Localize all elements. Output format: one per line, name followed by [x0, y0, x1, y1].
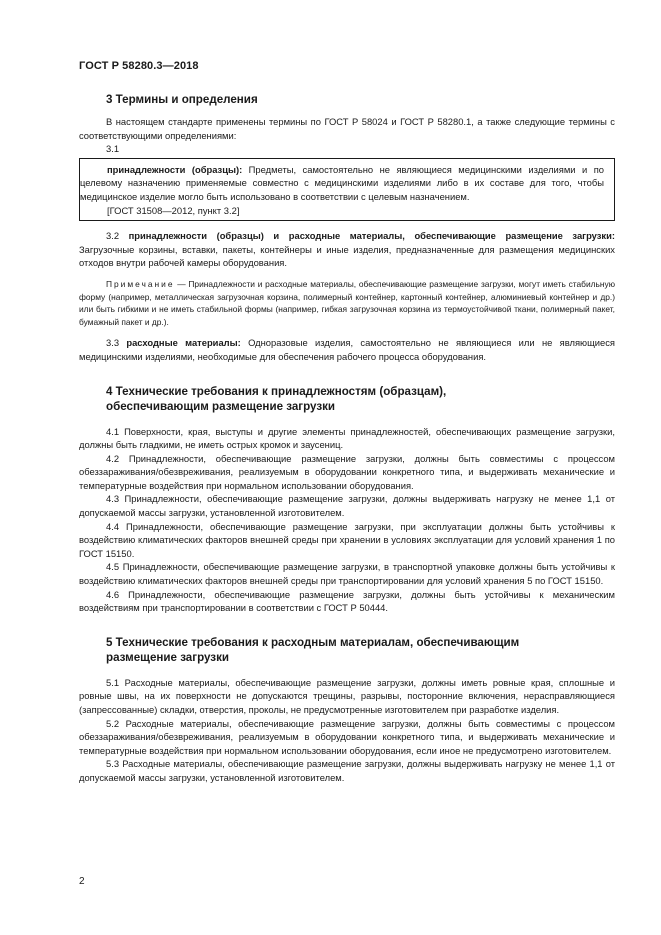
document-body [79, 92, 615, 785]
section-4-title [79, 384, 615, 414]
definition-3-3 [79, 336, 615, 363]
term-3-1-name: принадлежности (образцы): [107, 163, 243, 175]
term-3-3-text: Одноразовые изделия, самостоятельно не являющиеся или не являющиеся медицинскими изделиями, необходимые для обеспечения рабочего процесса оборудования. [79, 337, 615, 362]
document-header: ГОСТ Р 58280.3—2018 [79, 60, 199, 72]
term-3-1-text: Предметы, самостоятельно не являющиеся медицинскими изделиями и по целевому назначению применяемые совместно с медицинскими изделиями либо в их составе для того, чтобы медицинское изделие могло быть использовано в соответствии с целевым назначением. [80, 163, 604, 202]
term-3-2-text: Загрузочные корзины, вставки, пакеты, контейнеры и иные изделия, предназначенные для размещения медицинских отходов внутри рабочей камеры оборудования. [79, 243, 615, 269]
note-label: Примечание [106, 278, 175, 289]
section-5-title-line-2: размещение загрузки [106, 650, 230, 664]
term-3-2-number: 3.2 [106, 230, 129, 242]
clause-4-3: 4.3 Принадлежности, обеспечивающие размещение загрузки, должны выдерживать нагрузку не менее 1,1 от допускаемой массы загрузки, установленной изготовителем. [79, 493, 615, 519]
clause-4-5: 4.5 Принадлежности, обеспечивающие размещение загрузки, в транспортной упаковке должны быть устойчивы к воздействию климатических факторов внешней среды при транспортировании для условий хранения 5 по ГОСТ 15150. [79, 561, 615, 587]
term-3-1-number: 3.1 [106, 143, 120, 155]
clause-5-1: 5.1 Расходные материалы, обеспечивающие размещение загрузки, должны иметь ровные края, сплошные и ровные швы, на их поверхности не допускаются трещины, разрывы, посторонние включения, нерасправляющиеся (запрессованные) складки, отверстия, проколы, не предусмотренные изготовителем при разработке изделия. [79, 676, 615, 715]
clause-4-4: 4.4 Принадлежности, обеспечивающие размещение загрузки, при эксплуатации должны быть устойчивы к воздействию климатических факторов внешней среды при хранении в условиях эксплуатации для условий хранения 1 по ГОСТ 15150. [79, 520, 615, 559]
note-3-2 [79, 278, 615, 328]
clause-5-3: 5.3 Расходные материалы, обеспечивающие размещение загрузки, должны выдерживать нагрузку не менее 1,1 от допускаемой массы загрузки, установленной изготовителем. [79, 758, 615, 783]
term-3-3-name: расходные материалы: [126, 337, 241, 349]
definition-3-2 [79, 229, 615, 270]
clause-4-1: 4.1 Поверхности, края, выступы и другие элементы принадлежностей, обеспечивающих размещение загрузки, должны быть гладкими, не иметь острых кромок и заусениц. [79, 425, 615, 451]
page-number: 2 [79, 876, 85, 887]
section-3-intro: В настоящем стандарте применены термины по ГОСТ Р 58024 и ГОСТ Р 58280.1, а также следующие термины с соответствующими определениями: [79, 116, 615, 141]
section-5-title-line-1: 5 Технические требования к расходным материалам, обеспечивающим [106, 635, 520, 649]
definition-3-1-source: [ГОСТ 31508—2012, пункт 3.2] [107, 204, 240, 216]
clause-5-2: 5.2 Расходные материалы, обеспечивающие размещение загрузки, должны быть совместимы с процессом обеззараживания/обезвреживания, реализуемым в оборудовании конкретного типа, и выдерживать механические и температурные воздействия при нормальном использовании оборудования, если иное не предусмотрено изготовителем. [79, 717, 615, 756]
section-4-title-line-1: 4 Технические требования к принадлежностям (образцам), [106, 384, 447, 398]
clause-4-2: 4.2 Принадлежности, обеспечивающие размещение загрузки, должны быть совместимы с процессом обеззараживания/обезвреживания, реализуемым в оборудовании конкретного типа, и выдерживать механические и температурные воздействия при нормальном использовании оборудования. [79, 452, 615, 491]
section-3-title: 3 Термины и определения [106, 93, 258, 106]
term-3-3-number: 3.3 [106, 337, 127, 349]
definition-3-1 [80, 163, 604, 204]
term-3-2-name: принадлежности (образцы) и расходные материалы, обеспечивающие размещение загрузки: [128, 230, 616, 242]
section-4-title-line-2: обеспечивающим размещение загрузки [106, 399, 336, 413]
definition-box-3-1 [79, 158, 615, 221]
note-text: — Принадлежности и расходные материалы, обеспечивающие размещение загрузки, могут иметь стабильную форму (например, металлическая загрузочная корзина, полимерный контейнер, картонный контейнер, алюминиевый контейнер и др.) или быть гибкими и не иметь стабильной формы (например, гибкая загрузочная корзина из термоустойчивой ткани, полимерный пакет, бумажный пакет и др.). [79, 278, 615, 327]
section-5-title [79, 635, 615, 665]
clause-4-6: 4.6 Принадлежности, обеспечивающие размещение загрузки, должны быть устойчивы к механическим воздействиям при транспортировании в соответствии с ГОСТ Р 50444. [79, 588, 615, 614]
